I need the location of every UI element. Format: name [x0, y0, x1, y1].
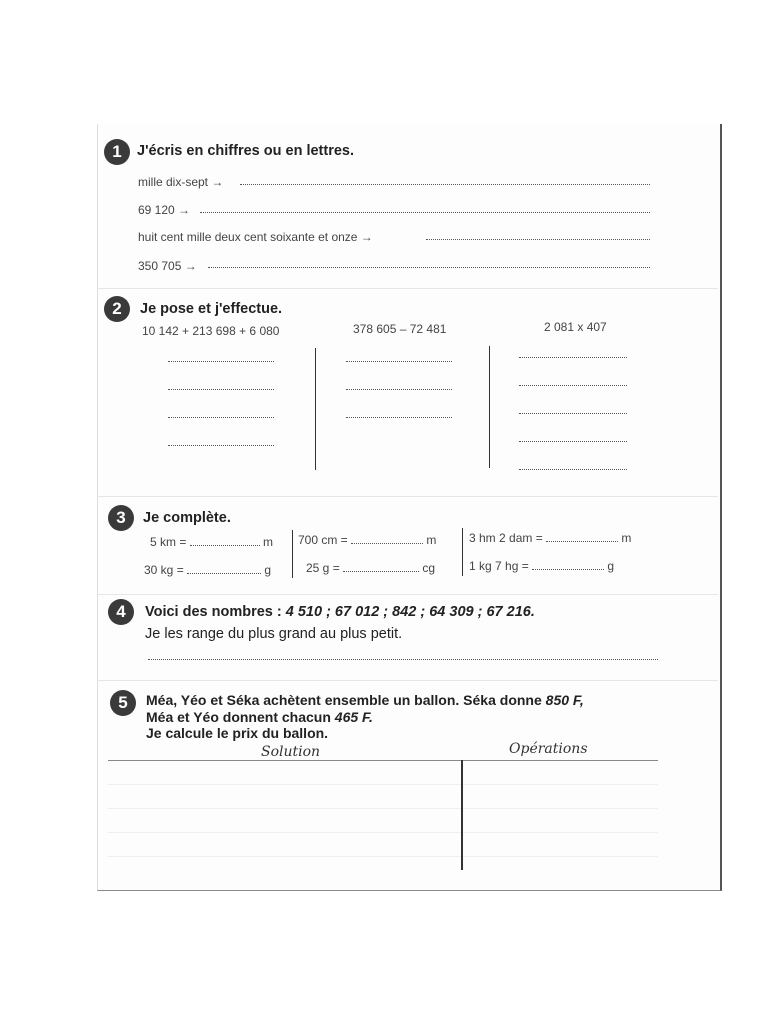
- ex3-row1-c-unit: m: [621, 531, 632, 545]
- ex3-row2-c: [469, 559, 614, 573]
- ex3-row2-a-blank[interactable]: [187, 563, 261, 574]
- ex3-row2-a-label: 30 kg =: [144, 563, 184, 577]
- ex2-col1-line[interactable]: [168, 416, 274, 418]
- ex1-item-3-label: huit cent mille deux cent soixante et onze →: [138, 230, 373, 244]
- exercise-1-title: J'écris en chiffres ou en lettres.: [137, 143, 355, 159]
- answer-table-separator: [461, 760, 463, 870]
- ex5-line2-amount: 465 F.: [334, 709, 373, 725]
- ex1-answer-line-4[interactable]: [208, 266, 650, 268]
- ex3-row1-c-label: 3 hm 2 dam =: [469, 531, 543, 545]
- ex3-row1-a-label: 5 km =: [150, 535, 187, 549]
- column-separator: [489, 346, 490, 468]
- exercise-4-number: 4: [108, 599, 134, 625]
- ex3-row1-a: [150, 535, 273, 549]
- exercise-5-number: 5: [110, 690, 136, 716]
- section-divider: [98, 680, 718, 681]
- operations-area[interactable]: [466, 760, 656, 870]
- ex3-row2-b: [306, 561, 435, 575]
- ex2-operation-1: 10 142 + 213 698 + 6 080: [142, 324, 280, 338]
- section-divider: [98, 594, 718, 595]
- section-divider: [98, 288, 718, 289]
- ex3-row2-c-unit: g: [607, 559, 615, 573]
- ex4-numbers: 4 510 ; 67 012 ; 842 ; 64 309 ; 67 216.: [285, 604, 535, 620]
- ex2-col1-line[interactable]: [168, 444, 274, 446]
- ex2-col3-line[interactable]: [519, 356, 627, 358]
- column-separator: [292, 530, 293, 578]
- ex3-row2-c-blank[interactable]: [532, 559, 604, 570]
- ex2-col3-line[interactable]: [519, 468, 627, 470]
- ex3-row2-b-unit: cg: [422, 561, 436, 575]
- ex1-item-2: [138, 203, 190, 217]
- ex1-answer-line-1[interactable]: [240, 183, 650, 185]
- ex1-item-4-label: 350 705 →: [138, 259, 197, 273]
- ex3-row2-b-blank[interactable]: [343, 561, 419, 572]
- operations-header: Opérations: [509, 741, 588, 757]
- ex1-answer-line-2[interactable]: [200, 211, 650, 213]
- ex2-operation-3: 2 081 x 407: [544, 320, 607, 334]
- column-separator: [462, 528, 463, 576]
- ex3-row1-c-blank[interactable]: [546, 531, 618, 542]
- exercise-2-title: Je pose et j'effectue.: [140, 301, 283, 317]
- exercise-5-line-3: Je calcule le prix du ballon.: [146, 725, 329, 741]
- ex2-operation-2: 378 605 – 72 481: [353, 322, 447, 336]
- worksheet: [97, 124, 722, 891]
- ex3-row2-a-unit: g: [264, 563, 272, 577]
- ex3-row1-b-blank[interactable]: [351, 533, 423, 544]
- ex5-line2-text: Méa et Yéo donnent chacun: [146, 709, 335, 725]
- solution-header: Solution: [261, 744, 321, 760]
- ex1-item-4: [138, 259, 197, 273]
- ex3-row2-c-label: 1 kg 7 hg =: [469, 559, 529, 573]
- ex3-row1-a-unit: m: [263, 535, 274, 549]
- ex3-row1-b: [298, 533, 436, 547]
- ex1-item-3: [138, 230, 373, 244]
- exercise-1-number: 1: [104, 139, 130, 165]
- exercise-4-subtitle: Je les range du plus grand au plus petit.: [145, 626, 403, 642]
- ex3-row1-b-label: 700 cm =: [298, 533, 348, 547]
- section-divider: [98, 496, 718, 497]
- ex1-answer-line-3[interactable]: [426, 238, 650, 240]
- ex1-item-1-label: mille dix-sept →: [138, 175, 224, 189]
- ex5-line1-amount: 850 F,: [545, 692, 584, 708]
- ex2-col2-line[interactable]: [346, 388, 452, 390]
- ex2-col2-line[interactable]: [346, 416, 452, 418]
- column-separator: [315, 348, 316, 470]
- exercise-5-line-1: [146, 692, 584, 708]
- ex1-item-2-label: 69 120 →: [138, 203, 191, 217]
- ex3-row1-a-blank[interactable]: [190, 535, 260, 546]
- ex3-row2-b-label: 25 g =: [306, 561, 340, 575]
- exercise-3-title: Je complète.: [143, 510, 231, 526]
- ex3-row2-a: [144, 563, 271, 577]
- ex1-item-1: [138, 175, 223, 189]
- exercise-4-title: [145, 604, 535, 620]
- ex3-row1-c: [469, 531, 631, 545]
- ex2-col1-line[interactable]: [168, 388, 274, 390]
- ex3-row1-b-unit: m: [426, 533, 437, 547]
- ex2-col3-line[interactable]: [519, 384, 627, 386]
- ex2-col2-line[interactable]: [346, 360, 452, 362]
- exercise-5-line-2: [146, 709, 373, 725]
- ex2-col3-line[interactable]: [519, 440, 627, 442]
- solution-area[interactable]: [108, 760, 458, 870]
- exercise-2-number: 2: [104, 296, 130, 322]
- ex2-col3-line[interactable]: [519, 412, 627, 414]
- ex4-title-prefix: Voici des nombres :: [145, 604, 286, 620]
- ex4-answer-line[interactable]: [148, 658, 658, 660]
- ex5-line1-text: Méa, Yéo et Séka achètent ensemble un ballon. Séka donne: [146, 692, 546, 708]
- ex2-col1-line[interactable]: [168, 360, 274, 362]
- exercise-3-number: 3: [108, 505, 134, 531]
